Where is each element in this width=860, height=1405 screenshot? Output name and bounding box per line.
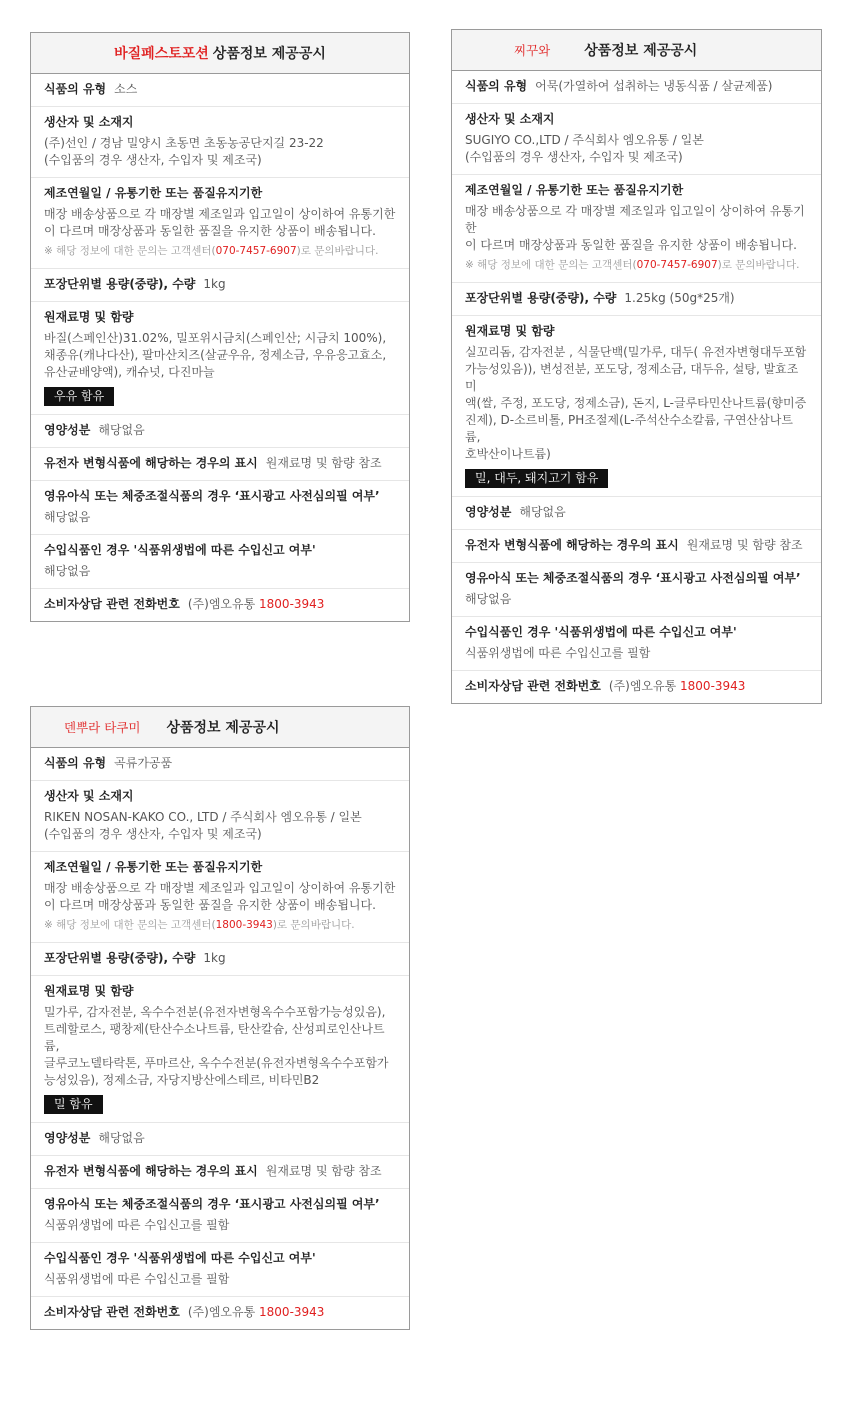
row-food-type (452, 71, 821, 104)
contact-company: (주)엠오유통 (187, 1305, 256, 1319)
value-line: RIKEN NOSAN-KAKO CO., LTD / 주식회사 엠오유통 / 일본 (44, 810, 362, 824)
row-label: 원재료명 및 함량 (465, 324, 555, 338)
row-gmo (31, 1156, 409, 1189)
row-label: 제조연월일 / 유통기한 또는 품질유지기한 (44, 860, 263, 874)
value-line: 이 다르며 매장상품과 동일한 품질을 유지한 상품이 배송됩니다. (44, 898, 376, 912)
row-label: 영유아식 또는 체중조절식품의 경우 ‘표시광고 사전심의필 여부’ (44, 489, 380, 503)
row-nutrition (31, 1123, 409, 1156)
note-text: ※ 해당 정보에 대한 문의는 고객센터( (44, 919, 216, 931)
row-ingredients (452, 316, 821, 497)
value-line: 액(쌀, 주정, 포도당, 정제소금), 돈지, L-글루타민산나트륨(향미증 (465, 396, 807, 410)
row-label: 수입식품인 경우 '식품위생법에 따른 수입신고 여부' (44, 1251, 316, 1265)
allergen-badge: 밀 함유 (44, 1095, 103, 1114)
note-phone[interactable]: 070-7457-6907 (636, 259, 718, 271)
row-food-type (31, 74, 409, 107)
row-value (465, 344, 808, 463)
note-phone[interactable]: 070-7457-6907 (215, 245, 297, 257)
value-line: 매장 배송상품으로 각 매장별 제조일과 입고일이 상이하여 유통기한 (44, 207, 396, 221)
row-label: 영유아식 또는 체중조절식품의 경우 ‘표시광고 사전심의필 여부’ (44, 1197, 380, 1211)
row-value: 해당없음 (98, 423, 145, 437)
note-text: )로 문의바랍니다. (717, 259, 800, 271)
row-date (452, 175, 821, 283)
row-label: 영양성분 (44, 1131, 91, 1145)
row-infant (31, 481, 409, 535)
row-producer (452, 104, 821, 175)
value-line: 호박산이나트륨) (465, 447, 551, 461)
row-nutrition (452, 497, 821, 530)
row-value: 식품위생법에 따른 수입신고를 필함 (465, 646, 651, 660)
row-value: 어묵(가열하여 섭취하는 냉동식품 / 살균제품) (535, 79, 773, 93)
row-value: 해당없음 (44, 564, 91, 578)
row-value (44, 206, 396, 240)
row-label: 생산자 및 소재지 (44, 789, 134, 803)
value-line: (수입품의 경우 생산자, 수입자 및 제조국) (44, 153, 262, 167)
allergen-badge: 우유 함유 (44, 387, 114, 406)
allergen-badge: 밀, 대두, 돼지고기 함유 (465, 469, 608, 488)
row-nutrition (31, 415, 409, 448)
row-capacity (452, 283, 821, 316)
row-value (44, 809, 396, 843)
row-label: 영유아식 또는 체중조절식품의 경우 ‘표시광고 사전심의필 여부’ (465, 571, 801, 585)
row-infant (31, 1189, 409, 1243)
row-ingredients (31, 976, 409, 1123)
row-contact (452, 671, 821, 703)
panel-header (31, 33, 409, 74)
value-line: 가능성있음)), 변성전분, 포도당, 정제소금, 대두유, 설탕, 발효조미 (465, 362, 799, 393)
inquiry-note (44, 917, 396, 934)
row-value (44, 880, 396, 914)
row-producer (31, 781, 409, 852)
panel-header (31, 707, 409, 748)
value-line: 매장 배송상품으로 각 매장별 제조일과 입고일이 상이하여 유통기한 (465, 204, 805, 235)
row-label: 수입식품인 경우 '식품위생법에 따른 수입신고 여부' (465, 625, 737, 639)
row-label: 식품의 유형 (44, 756, 107, 770)
note-text: )로 문의바랍니다. (296, 245, 379, 257)
row-value (465, 203, 808, 254)
row-contact (31, 1297, 409, 1329)
value-line: 진제), D-소르비톨, PH조절제(L-주석산수소칼륨, 구연산삼나트륨, (465, 413, 793, 444)
brand-name: 바질페스토포션 (114, 46, 209, 62)
row-value: 해당없음 (98, 1131, 145, 1145)
row-value: 해당없음 (519, 505, 566, 519)
row-label: 소비자상담 관련 전화번호 (44, 597, 180, 611)
row-label: 원재료명 및 함량 (44, 984, 134, 998)
value-line: 이 다르며 매장상품과 동일한 품질을 유지한 상품이 배송됩니다. (44, 224, 376, 238)
row-label: 생산자 및 소재지 (465, 112, 555, 126)
row-label: 유전자 변형식품에 해당하는 경우의 표시 (44, 456, 258, 470)
value-line: 이 다르며 매장상품과 동일한 품질을 유지한 상품이 배송됩니다. (465, 238, 797, 252)
panel-title: 상품정보 제공공시 (212, 46, 326, 62)
row-value: 해당없음 (465, 592, 512, 606)
row-label: 유전자 변형식품에 해당하는 경우의 표시 (44, 1164, 258, 1178)
row-value: 소스 (114, 82, 138, 96)
row-label: 유전자 변형식품에 해당하는 경우의 표시 (465, 538, 679, 552)
row-value: 곡류가공품 (114, 756, 173, 770)
info-panel-chikuwa (451, 29, 822, 704)
value-line: 채종유(캐나다산), 팔마산치즈(살균우유, 정제소금, 우유응고효소, (44, 348, 387, 362)
contact-phone[interactable]: 1800-3943 (680, 679, 746, 693)
row-import (452, 617, 821, 671)
note-text: ※ 해당 정보에 대한 문의는 고객센터( (465, 259, 637, 271)
value-line: (수입품의 경우 생산자, 수입자 및 제조국) (465, 150, 683, 164)
row-label: 식품의 유형 (44, 82, 107, 96)
contact-company: (주)엠오유통 (187, 597, 256, 611)
row-value: 식품위생법에 따른 수입신고를 필함 (44, 1272, 230, 1286)
note-text: )로 문의바랍니다. (272, 919, 355, 931)
row-contact (31, 589, 409, 621)
row-value (465, 132, 808, 166)
contact-phone[interactable]: 1800-3943 (259, 597, 325, 611)
row-value: 1.25kg (50g*25개) (624, 291, 735, 305)
value-line: 능성있음), 정제소금, 자당지방산에스테르, 비타민B2 (44, 1073, 320, 1087)
row-capacity (31, 269, 409, 302)
row-label: 제조연월일 / 유통기한 또는 품질유지기한 (465, 183, 684, 197)
row-label: 포장단위별 용량(중량), 수량 (44, 277, 196, 291)
row-gmo (452, 530, 821, 563)
value-line: 글루코노델타락톤, 푸마르산, 옥수수전분(유전자변형옥수수포함가 (44, 1056, 389, 1070)
brand-name: 찌꾸와 (514, 43, 551, 58)
value-line: 유산균배양액), 캐슈넛, 다진마늘 (44, 365, 215, 379)
note-phone[interactable]: 1800-3943 (215, 919, 273, 931)
value-line: (주)선인 / 경남 밀양시 초동면 초동농공단지길 23-22 (44, 136, 324, 150)
info-panel-basil (30, 32, 410, 622)
row-label: 소비자상담 관련 전화번호 (465, 679, 601, 693)
row-label: 식품의 유형 (465, 79, 528, 93)
row-value: 식품위생법에 따른 수입신고를 필함 (44, 1218, 230, 1232)
panel-title: 상품정보 제공공시 (584, 43, 698, 59)
brand-name: 덴뿌라 타쿠미 (64, 720, 141, 735)
contact-company: (주)엠오유통 (608, 679, 677, 693)
row-value: 1kg (203, 277, 226, 291)
row-label: 영양성분 (465, 505, 512, 519)
row-label: 포장단위별 용량(중량), 수량 (465, 291, 617, 305)
row-label: 생산자 및 소재지 (44, 115, 134, 129)
row-label: 포장단위별 용량(중량), 수량 (44, 951, 196, 965)
row-import (31, 535, 409, 589)
row-date (31, 178, 409, 269)
row-ingredients (31, 302, 409, 415)
value-line: 밀가루, 감자전분, 옥수수전분(유전자변형옥수수포함가능성있음), (44, 1005, 386, 1019)
row-infant (452, 563, 821, 617)
row-value: 원재료명 및 함량 참조 (265, 1164, 382, 1178)
row-food-type (31, 748, 409, 781)
row-value: 1kg (203, 951, 226, 965)
value-line: (수입품의 경우 생산자, 수입자 및 제조국) (44, 827, 262, 841)
value-line: SUGIYO CO.,LTD / 주식회사 엠오유통 / 일본 (465, 133, 704, 147)
row-value: 원재료명 및 함량 참조 (686, 538, 803, 552)
row-gmo (31, 448, 409, 481)
info-panel-tempura (30, 706, 410, 1330)
inquiry-note (44, 243, 396, 260)
row-date (31, 852, 409, 943)
panel-title: 상품정보 제공공시 (166, 720, 280, 736)
row-producer (31, 107, 409, 178)
row-label: 제조연월일 / 유통기한 또는 품질유지기한 (44, 186, 263, 200)
value-line: 매장 배송상품으로 각 매장별 제조일과 입고일이 상이하여 유통기한 (44, 881, 396, 895)
row-value (44, 330, 396, 381)
row-value (44, 1004, 396, 1089)
note-text: ※ 해당 정보에 대한 문의는 고객센터( (44, 245, 216, 257)
row-capacity (31, 943, 409, 976)
row-value: 해당없음 (44, 510, 91, 524)
value-line: 트레할로스, 팽창제(탄산수소나트륨, 탄산칼슘, 산성피로인산나트륨, (44, 1022, 385, 1053)
inquiry-note (465, 257, 808, 274)
row-import (31, 1243, 409, 1297)
panel-header (452, 30, 821, 71)
value-line: 실꼬리돔, 감자전분 , 식물단백(밀가루, 대두( 유전자변형대두포함 (465, 345, 807, 359)
row-value (44, 135, 396, 169)
row-label: 수입식품인 경우 '식품위생법에 따른 수입신고 여부' (44, 543, 316, 557)
value-line: 바질(스페인산)31.02%, 밀포위시금치(스페인산; 시금치 100%), (44, 331, 387, 345)
row-label: 영양성분 (44, 423, 91, 437)
row-value: 원재료명 및 함량 참조 (265, 456, 382, 470)
row-label: 원재료명 및 함량 (44, 310, 134, 324)
contact-phone[interactable]: 1800-3943 (259, 1305, 325, 1319)
row-label: 소비자상담 관련 전화번호 (44, 1305, 180, 1319)
